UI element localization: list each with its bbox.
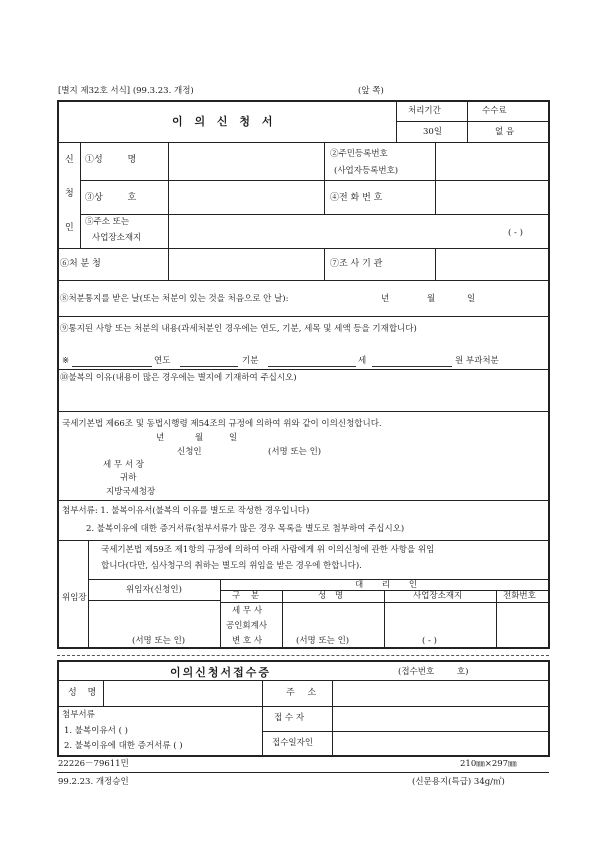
- receipt-date-stamp-label: 접수일자인: [272, 738, 314, 748]
- name-label: ①성 명: [85, 155, 137, 165]
- fee-label: 수수료: [482, 106, 507, 116]
- paper-size: 210㎜×297㎜: [460, 759, 517, 769]
- phone-label: ④전 화 번 호: [330, 193, 383, 203]
- declaration-day: 일: [229, 433, 238, 443]
- agent-type-cpa: 공인회계사: [226, 621, 268, 631]
- declaration-text: 국세기본법 제66조 및 동법시행령 제54조의 규정에 의하여 위와 같이 이의신청합니다.: [62, 419, 382, 429]
- rrn-label: ②주민등록번호: [330, 149, 388, 159]
- recipient-honorific: 귀하: [120, 473, 137, 483]
- column-name: 성 명: [318, 591, 344, 601]
- tax-year-unit: 연도: [154, 356, 171, 366]
- notice-date-month: 월: [427, 294, 436, 304]
- agent-type-lawyer: 변 호 사: [232, 636, 263, 646]
- trade-name-label: ③상 호: [85, 193, 137, 203]
- asterisk-mark: ※: [62, 356, 70, 366]
- delegator-sign: (서명 또는 인): [132, 636, 186, 646]
- address-label-2: 사업장소재지: [92, 233, 142, 243]
- disposition-office-label: ⑥처 분 청: [60, 259, 101, 269]
- declaration-sign: (서명 또는 인): [268, 447, 322, 457]
- recipient-regional-office: 지방국세청장: [106, 487, 156, 497]
- page-side-label: (앞 쪽): [358, 86, 384, 96]
- paper-spec: (신문용지(특급) 34g/㎡): [412, 777, 505, 787]
- delegation-section-label: 위임장: [62, 593, 87, 603]
- column-address: 사업장소재지: [413, 591, 463, 601]
- tax-amount-unit: 원 부과처분: [455, 356, 499, 366]
- delegation-text-1: 국세기본법 제59조 제1항의 규정에 의하여 아래 사람에게 위 이의신청에 관한 사항을 위임: [101, 545, 435, 555]
- agent-type-tax-accountant: 세 무 사: [232, 606, 263, 616]
- rrn-sub-label: (사업자등록번호): [334, 166, 399, 176]
- notice-date-year: 년: [381, 294, 390, 304]
- form-reference: [별지 제32호 서식] (99.3.23. 개정): [58, 86, 194, 96]
- applicant-char-3: 인: [65, 223, 74, 233]
- applicant-char-2: 청: [65, 189, 74, 199]
- notice-date-day: 일: [467, 294, 476, 304]
- delegator-label: 위임자(신청인): [126, 585, 182, 595]
- column-phone: 전화번호: [503, 591, 536, 601]
- receipt-attachment-2: 2. 불복이유에 대한 증거서류 ( ): [64, 741, 183, 751]
- declaration-month: 월: [195, 433, 204, 443]
- processing-period-label: 처리기간: [408, 106, 441, 116]
- receipt-name-label: 성 명: [68, 688, 97, 698]
- declaration-applicant: 신청인: [177, 447, 202, 457]
- agent-label: 대 리 인: [355, 580, 418, 590]
- disposition-content-label: ⑨통지된 사항 또는 처분의 내용(과세처분인 경우에는 연도, 기분, 세목 및 세액 등을 기재합니다): [60, 324, 417, 334]
- tax-period-unit: 기분: [242, 356, 259, 366]
- attachments-line-2: 2. 불복이유에 대한 증거서류(첨부서류가 많은 경우 목록을 별도로 첨부하여 주십시오): [86, 524, 405, 534]
- tax-item-unit: 세: [358, 356, 367, 366]
- approval-date: 99.2.23. 개정승인: [58, 777, 129, 787]
- declaration-year: 년: [156, 433, 165, 443]
- agent-sign: (서명 또는 인): [296, 636, 350, 646]
- processing-period-value: 30일: [423, 127, 443, 137]
- investigating-agency-label: ⑦조 사 기 관: [330, 259, 383, 269]
- applicant-char-1: 신: [65, 155, 74, 165]
- address-phone-paren: ( - ): [508, 228, 523, 238]
- receiver-label: 접 수 자: [274, 713, 305, 723]
- notice-date-label: ⑧처분통지를 받은 날(또는 처분이 있는 것을 처음으로 안 날):: [60, 294, 289, 304]
- receipt-address-label: 주 소: [286, 688, 317, 698]
- column-type: 구 분: [232, 591, 260, 601]
- agent-phone-paren: ( - ): [422, 636, 437, 646]
- receipt-attachments-label: 첨부서류: [62, 710, 95, 720]
- attachments-line-1: 첨부서류: 1. 불복이유서(불복의 이유를 별도로 작성한 경우입니다): [62, 506, 310, 516]
- form-code: 22226－79611민: [58, 759, 129, 769]
- fee-value: 없 음: [495, 127, 515, 137]
- form-title: 이 의 신 청 서: [172, 115, 277, 128]
- delegation-text-2: 합니다(다만, 심사청구의 취하는 별도의 위임을 받은 경우에 한합니다).: [101, 561, 362, 571]
- address-label: ⑤주소 또는: [85, 217, 130, 227]
- receipt-title: 이의신청서접수증: [170, 666, 272, 679]
- recipient-tax-office: 세 무 서 장: [103, 460, 144, 470]
- receipt-number: (접수번호 호): [398, 667, 469, 677]
- receipt-attachment-1: 1. 불복이유서 ( ): [64, 726, 128, 736]
- appeal-reason-label: ⑩불복의 이유(내용이 많은 경우에는 별지에 기재하여 주십시오): [60, 373, 297, 383]
